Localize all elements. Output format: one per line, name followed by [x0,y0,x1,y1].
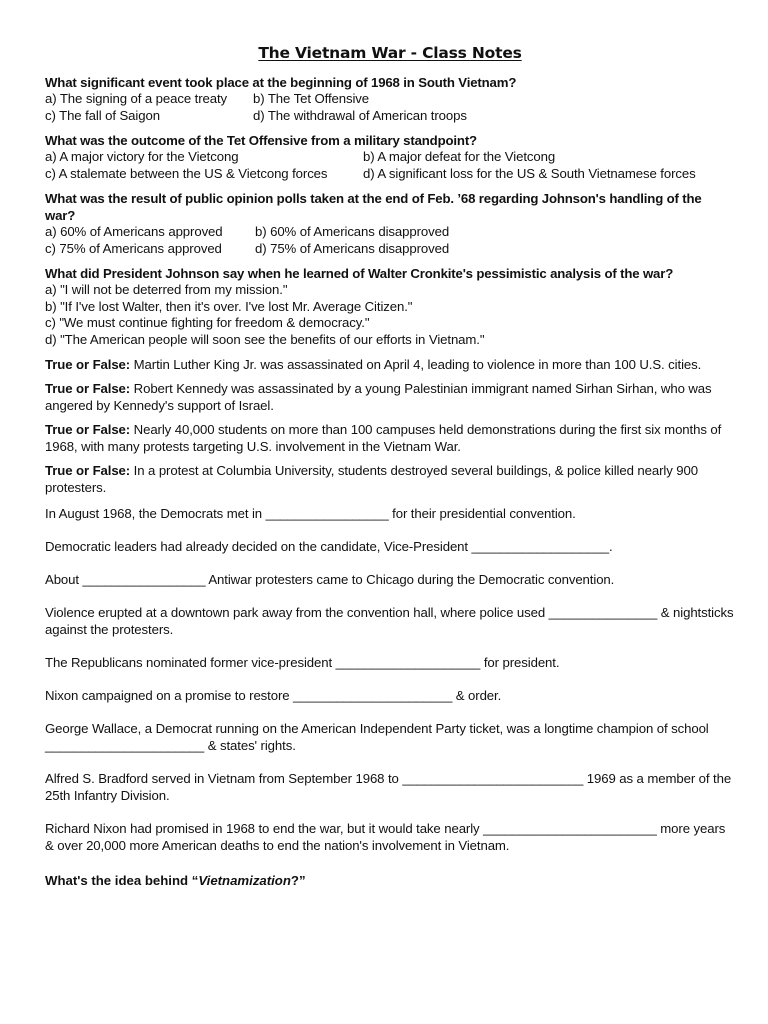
option-a: a) 60% of Americans approved [45,224,223,239]
option-d: d) "The American people will soon see the benefits of our efforts in Vietnam." [45,331,485,347]
answer-options [45,224,735,257]
question-block-4 [45,265,735,348]
true-false-label: True or False: [45,381,131,396]
question-prefix: What's the idea behind “ [45,873,199,888]
fill-in-item-1: In August 1968, the Democrats met in _________________ for their presidential convention. [45,506,576,521]
true-false-label: True or False: [45,357,131,372]
question-term: Vietnamization [198,873,291,888]
fill-in-item-3: About _________________ Antiwar protesters came to Chicago during the Democratic convention. [45,572,615,587]
true-false-statement: In a protest at Columbia University, students destroyed several buildings, & police killed nearly 900 protesters. [45,463,698,495]
option-a: a) The signing of a peace treaty [45,91,228,106]
worksheet-page [45,44,735,889]
option-d: d) The withdrawal of American troops [253,107,467,123]
option-c: c) The fall of Saigon [45,107,160,123]
question-text: What significant event took place at the beginning of 1968 in South Vietnam? [45,75,517,90]
true-false-item-3 [45,421,735,455]
fill-in-item-6: Nixon campaigned on a promise to restore ______________________ & order. [45,688,502,703]
answer-options [45,282,735,348]
fill-in-item-7: George Wallace, a Democrat running on the American Independent Party ticket, was a longtime champion of school ______________________ & states' rights. [45,721,709,753]
option-a: a) "I will not be deterred from my mission." [45,282,288,297]
question-block-1 [45,74,735,124]
fill-in-item-8: Alfred S. Bradford served in Vietnam from September 1968 to _________________________ 1969 as a member of the 25th Infantry Division. [45,771,732,803]
option-c: c) A stalemate between the US & Vietcong forces [45,165,328,181]
true-false-item-2 [45,380,735,414]
option-b: b) A major defeat for the Vietcong [363,149,556,164]
option-c: c) "We must continue fighting for freedom & democracy." [45,315,370,330]
question-text: What was the result of public opinion polls taken at the end of Feb. ’68 regarding Johnson's handling of the war? [45,191,702,223]
true-false-item-1 [45,356,735,373]
question-suffix: ?” [290,873,306,888]
fill-in-item-2: Democratic leaders had already decided on the candidate, Vice-President ___________________. [45,539,613,554]
answer-options [45,149,735,182]
true-false-label: True or False: [45,422,131,437]
vietnamization-question [45,872,735,889]
option-c: c) 75% of Americans approved [45,240,222,256]
page-title: The Vietnam War - Class Notes [258,44,522,62]
question-text: What did President Johnson say when he learned of Walter Cronkite's pessimistic analysis of the war? [45,266,674,281]
fill-in-item-9: Richard Nixon had promised in 1968 to end the war, but it would take nearly ________________________ more years & over 20,000 more American deaths to end the nation's involvement in Vietnam. [45,821,726,853]
answer-options [45,91,735,124]
option-d: d) 75% of Americans disapproved [255,240,450,256]
option-b: b) 60% of Americans disapproved [255,224,450,239]
option-a: a) A major victory for the Vietcong [45,149,239,164]
question-text: What was the outcome of the Tet Offensive from a military standpoint? [45,133,477,148]
option-b: b) The Tet Offensive [253,91,370,106]
true-false-item-4 [45,462,735,496]
question-block-2 [45,132,735,182]
true-false-statement: Nearly 40,000 students on more than 100 campuses held demonstrations during the first six months of 1968, with many protests targeting U.S. involvement in the Vietnam War. [45,422,722,454]
true-false-label: True or False: [45,463,131,478]
option-d: d) A significant loss for the US & South Vietnamese forces [363,165,696,181]
fill-in-item-5: The Republicans nominated former vice-president ____________________ for president. [45,655,560,670]
question-block-3 [45,190,735,257]
true-false-statement: Martin Luther King Jr. was assassinated on April 4, leading to violence in more than 100 U.S. cities. [133,357,702,372]
option-b: b) "If I've lost Walter, then it's over. I've lost Mr. Average Citizen." [45,298,413,314]
fill-in-item-4: Violence erupted at a downtown park away from the convention hall, where police used _______________ & nightsticks against the protesters. [45,605,734,637]
true-false-statement: Robert Kennedy was assassinated by a young Palestinian immigrant named Sirhan Sirhan, who was angered by Kennedy's support of Israel. [45,381,712,413]
